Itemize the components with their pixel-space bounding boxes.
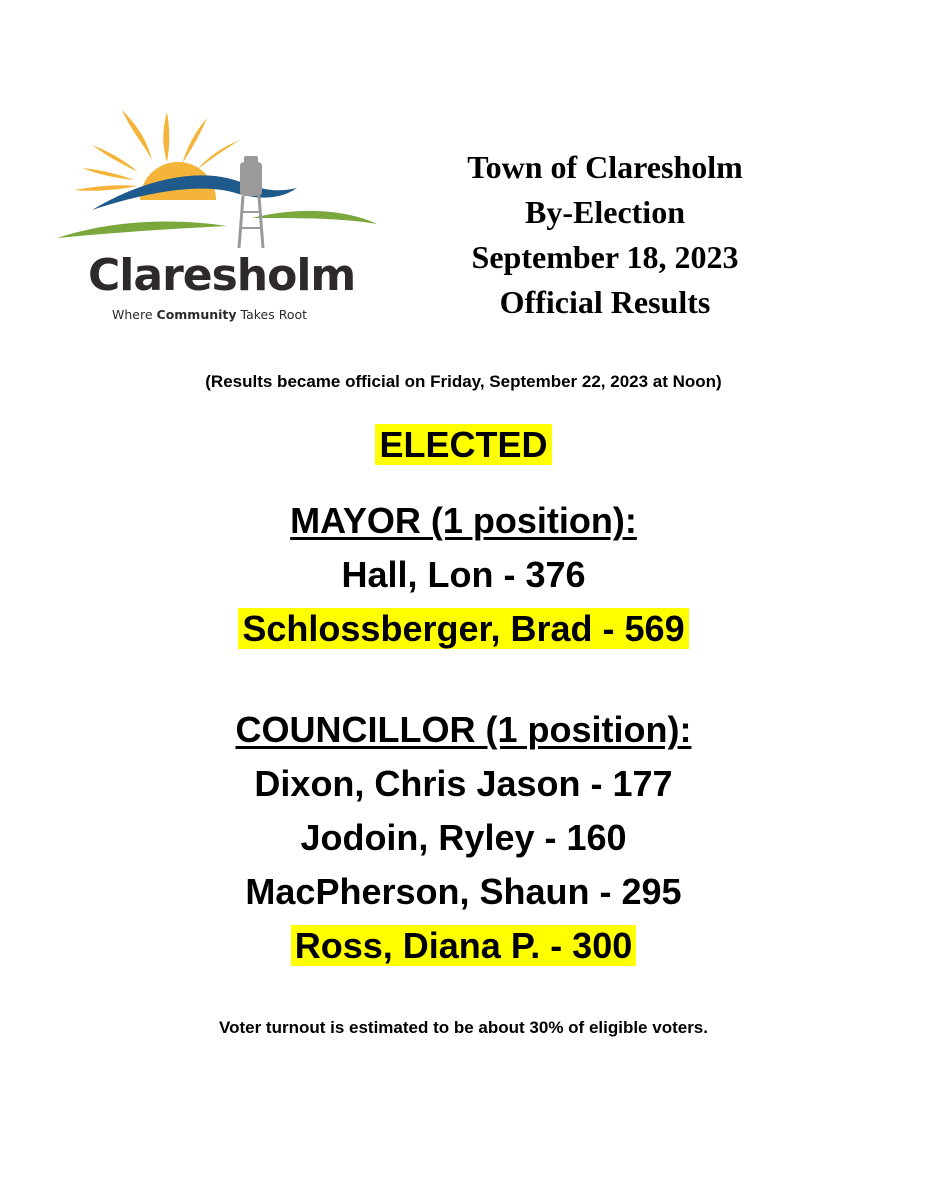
candidate-result-elected: Ross, Diana P. - 300 [291,925,637,966]
turnout-note: Voter turnout is estimated to be about 30% of eligible voters. [219,1018,708,1037]
official-note: (Results became official on Friday, September 22, 2023 at Noon) [205,372,722,391]
logo-tagline: Where Community Takes Root [112,307,308,322]
title-line: Town of Claresholm [467,149,743,185]
candidate-result-elected: Schlossberger, Brad - 569 [238,608,688,649]
title-line: By-Election [525,194,685,230]
claresholm-logo [52,100,382,330]
sun-hills-tower-icon [52,100,382,250]
elected-label: ELECTED [375,424,551,465]
candidate-result: Jodoin, Ryley - 160 [300,817,627,858]
mayor-section [0,494,927,656]
page-title [420,145,790,325]
candidate-result: MacPherson, Shaun - 295 [245,871,682,912]
mayor-heading: MAYOR (1 position): [290,500,637,541]
elected-label-row [0,418,927,472]
councillor-heading: COUNCILLOR (1 position): [235,709,692,750]
title-line: September 18, 2023 [471,239,739,275]
candidate-result: Hall, Lon - 376 [341,554,586,595]
councillor-section [0,703,927,973]
logo-wordmark: Claresholm [88,250,356,301]
candidate-result: Dixon, Chris Jason - 177 [254,763,673,804]
title-line: Official Results [499,284,711,320]
